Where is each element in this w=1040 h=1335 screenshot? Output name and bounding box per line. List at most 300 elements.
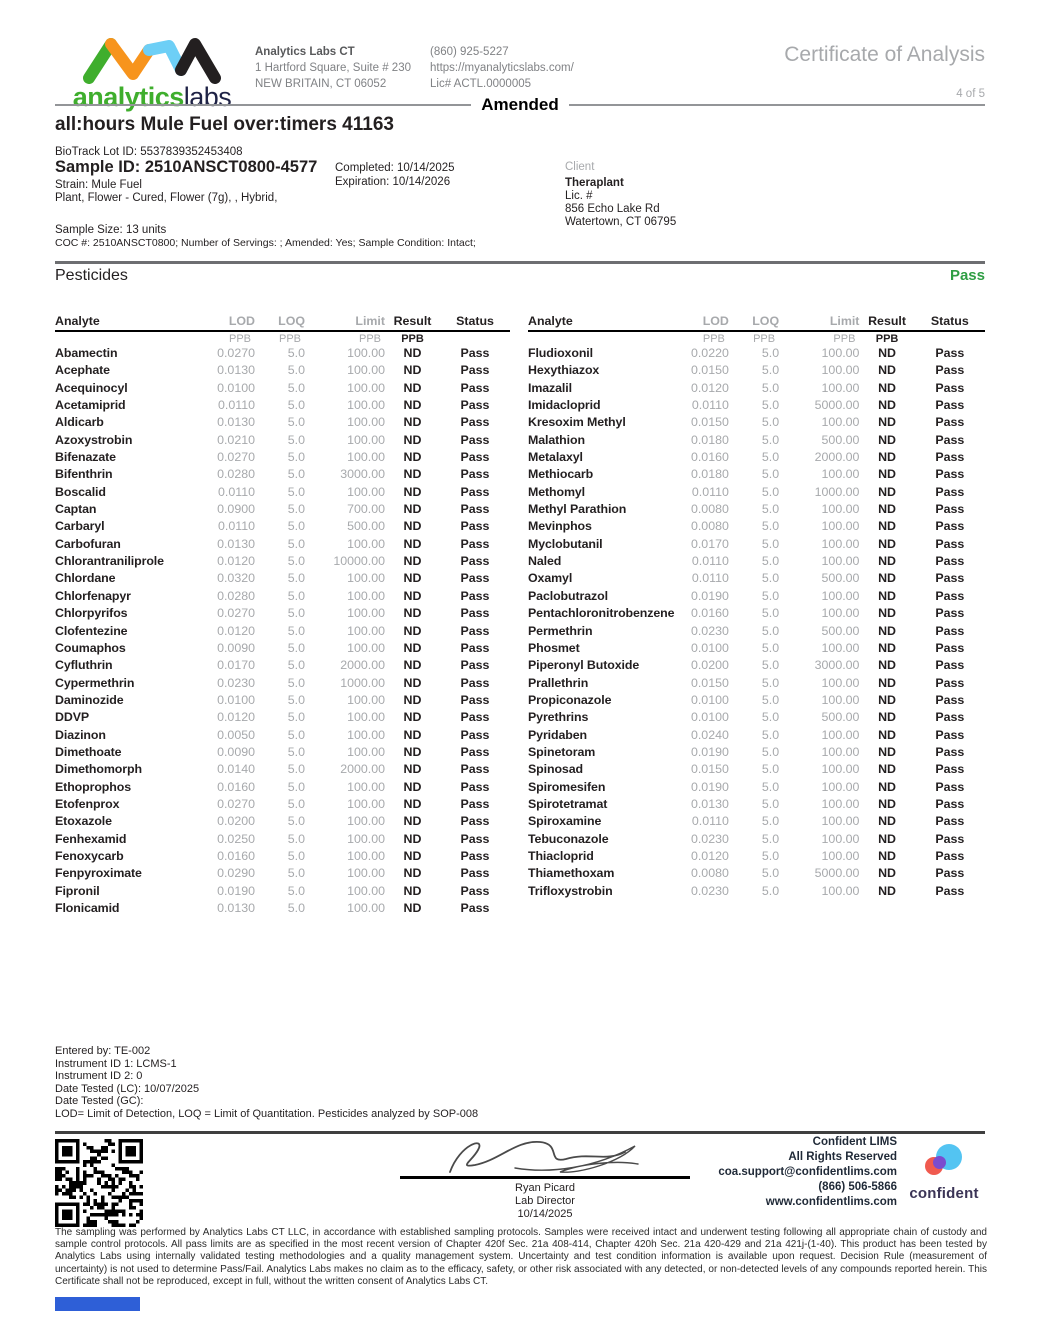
status-cell: Pass [935,744,965,759]
limit-cell: 100.00 [821,779,860,794]
loq-cell: 5.0 [761,623,780,638]
status-cell: Pass [935,380,965,395]
analyte-cell: Phosmet [528,640,580,655]
limit-cell: 100.00 [347,398,385,413]
client-label: Client [565,161,595,173]
lod-cell: 0.0100 [217,380,255,395]
result-cell: ND [403,380,422,395]
result-cell: ND [403,415,422,430]
table-row [55,553,510,570]
limit-cell: 100.00 [821,467,860,482]
lod-cell: 0.0130 [217,901,255,915]
lab-name: Analytics Labs CT [255,46,355,58]
loq-cell: 5.0 [287,744,305,759]
result-cell: ND [403,346,422,360]
limit-cell: 100.00 [347,588,385,603]
qr-code [55,1139,143,1227]
limit-cell: 100.00 [347,848,385,863]
table-row [528,484,985,501]
result-cell: ND [878,415,896,430]
limit-cell: 100.00 [347,432,385,447]
lod-cell: 0.0130 [690,796,729,811]
analyte-cell: Malathion [528,432,585,447]
unit-limit: PPB [358,332,381,345]
analyte-cell: Boscalid [55,484,106,499]
loq-cell: 5.0 [287,658,305,673]
status-cell: Pass [460,571,490,586]
lab-url: https://myanalyticslabs.com/ [430,62,574,74]
limit-cell: 100.00 [821,640,860,655]
limit-cell: 100.00 [821,380,860,395]
limit-cell: 100.00 [821,415,860,430]
analyte-cell: Chlorpyrifos [55,606,128,621]
analyte-cell: Propiconazole [528,692,612,707]
loq-cell: 5.0 [287,432,305,447]
result-cell: ND [403,623,422,638]
result-cell: ND [403,467,422,482]
lod-cell: 0.0190 [690,744,729,759]
analyte-cell: Carbofuran [55,536,121,551]
limit-cell: 100.00 [821,675,860,690]
result-cell: ND [403,640,422,655]
result-cell: ND [878,588,896,603]
table-row [528,744,985,761]
table-row [55,623,510,640]
status-cell: Pass [460,623,490,638]
status-cell: Pass [460,519,490,534]
result-cell: ND [878,796,896,811]
table-row [55,657,510,674]
loq-cell: 5.0 [761,588,780,603]
loq-cell: 5.0 [287,588,305,603]
analyte-cell: Tebuconazole [528,831,609,846]
limit-cell: 100.00 [821,363,860,378]
status-cell: Pass [935,658,965,673]
status-cell: Pass [935,432,965,447]
col-header-loq: LOQ [255,311,305,331]
table-row [55,449,510,466]
table-row [55,570,510,587]
loq-cell: 5.0 [761,866,780,881]
table-row [528,692,985,709]
lod-cell: 0.0110 [691,571,729,586]
status-cell: Pass [935,692,965,707]
lod-cell: 0.0080 [690,502,729,517]
lod-cell: 0.0200 [690,658,729,673]
client-block [565,161,676,229]
lod-cell: 0.0120 [217,710,255,725]
limit-cell: 3000.00 [814,658,860,673]
status-cell: Pass [460,363,490,378]
table-row [55,345,510,362]
lod-cell: 0.0150 [690,415,729,430]
lims-rights: All Rights Reserved [788,1151,897,1163]
limit-cell: 100.00 [821,346,860,360]
col-header-status: Status [915,311,985,331]
status-cell: Pass [935,848,965,863]
lab-address-line2: NEW BRITAIN, CT 06052 [255,78,387,90]
lims-name: Confident LIMS [812,1136,897,1148]
analyte-cell: Cypermethrin [55,675,135,690]
limit-cell: 100.00 [347,727,385,742]
status-cell: Pass [460,762,490,777]
table-row [528,432,985,449]
status-cell: Pass [935,346,965,360]
result-cell: ND [403,814,422,829]
lod-cell: 0.0080 [690,519,729,534]
status-cell: Pass [460,883,490,898]
status-cell: Pass [935,762,965,777]
unit-lod: PPB [228,332,251,345]
analyte-cell: Bifenazate [55,450,116,465]
lod-cell: 0.0080 [690,866,729,881]
result-cell: ND [403,484,422,499]
limit-cell: 100.00 [347,883,385,898]
loq-cell: 5.0 [761,432,780,447]
coc-line: COC #: 2510ANSCT0800; Number of Servings: ; Amended: Yes; Sample Condition: Intact; [55,237,476,249]
result-cell: ND [878,484,896,499]
loq-cell: 5.0 [761,363,780,378]
result-cell: ND [403,796,422,811]
analyte-cell: Spirotetramat [528,796,608,811]
result-cell: ND [403,502,422,517]
limit-cell: 100.00 [821,831,860,846]
status-cell: Pass [460,346,490,360]
status-cell: Pass [460,484,490,499]
lab-license: Lic# ACTL.0000005 [430,78,532,90]
result-cell: ND [878,866,896,881]
result-cell: ND [403,831,422,846]
loq-cell: 5.0 [761,606,780,621]
lod-cell: 0.0320 [217,571,255,586]
table-row [55,380,510,397]
date-tested-lc: Date Tested (LC): 10/07/2025 [55,1082,200,1095]
lod-cell: 0.0170 [217,658,255,673]
loq-cell: 5.0 [761,536,780,551]
analyte-cell: Etoxazole [55,814,112,829]
loq-cell: 5.0 [287,467,305,482]
confident-wordmark: confident [909,1185,979,1202]
limit-cell: 100.00 [347,380,385,395]
result-cell: ND [878,623,896,638]
status-cell: Pass [460,710,490,725]
loq-cell: 5.0 [761,450,780,465]
loq-cell: 5.0 [761,467,780,482]
result-cell: ND [878,640,896,655]
analyte-cell: Chlorfenapyr [55,588,131,603]
result-cell: ND [403,901,422,915]
analyte-cell: Diazinon [55,727,106,742]
lod-cell: 0.0270 [217,606,255,621]
amended-label: Amended [471,95,568,114]
analyte-cell: Thiacloprid [528,848,594,863]
lod-cell: 0.0180 [690,467,729,482]
col-header-analyte: Analyte [528,311,679,331]
table-row [528,570,985,587]
limit-cell: 100.00 [821,727,860,742]
result-cell: ND [403,675,422,690]
table-row [528,779,985,796]
limit-cell: 500.00 [821,710,860,725]
analyte-cell: Chlorantraniliprole [55,554,164,569]
limit-cell: 100.00 [347,796,385,811]
lims-email: coa.support@confidentlims.com [718,1166,897,1178]
col-header-loq: LOQ [729,311,779,331]
loq-cell: 5.0 [761,762,780,777]
result-cell: ND [878,744,896,759]
lod-cell: 0.0100 [690,640,729,655]
col-header-lod: LOD [679,311,729,331]
status-cell: Pass [935,467,965,482]
table-row [528,501,985,518]
loq-cell: 5.0 [287,675,305,690]
result-cell: ND [403,744,422,759]
loq-cell: 5.0 [761,554,780,569]
table-row [528,397,985,414]
amended-label-wrap [0,95,1040,115]
lod-cell: 0.0150 [690,762,729,777]
analyte-cell: Chlordane [55,571,116,586]
status-cell: Pass [935,883,965,898]
loq-cell: 5.0 [287,415,305,430]
result-cell: ND [878,380,896,395]
analyte-cell: Methomyl [528,484,586,499]
lod-cell: 0.0130 [217,415,255,430]
table-row [55,466,510,483]
col-header-result: Result [859,311,914,331]
status-cell: Pass [460,675,490,690]
analyte-cell: Abamectin [55,346,118,360]
loq-cell: 5.0 [761,380,780,395]
limit-cell: 5000.00 [814,398,860,413]
client-address2: Watertown, CT 06795 [565,216,677,228]
analyte-cell: Fenpyroximate [55,866,142,881]
status-cell: Pass [460,432,490,447]
result-cell: ND [403,866,422,881]
status-cell: Pass [935,623,965,638]
status-cell: Pass [460,606,490,621]
analyte-cell: Flonicamid [55,901,120,915]
table-row [55,865,510,882]
loq-cell: 5.0 [761,571,780,586]
limit-cell: 1000.00 [814,484,860,499]
limit-cell: 2000.00 [340,762,385,777]
table-row [55,362,510,379]
lod-cell: 0.0180 [690,432,729,447]
limit-cell: 100.00 [347,536,385,551]
table-row [55,761,510,778]
limit-cell: 100.00 [347,623,385,638]
limit-cell: 2000.00 [340,658,385,673]
section-title: Pesticides [55,267,128,284]
limit-cell: 10000.00 [333,554,385,569]
limit-cell: 100.00 [347,363,385,378]
table-row [528,518,985,535]
status-cell: Pass [935,796,965,811]
status-cell: Pass [460,536,490,551]
analyte-cell: Daminozide [55,692,124,707]
result-cell: ND [878,398,896,413]
lod-cell: 0.0100 [690,692,729,707]
analyte-cell: Paclobutrazol [528,588,608,603]
lod-cell: 0.0160 [690,606,729,621]
limit-cell: 100.00 [821,588,860,603]
loq-cell: 5.0 [287,536,305,551]
loq-cell: 5.0 [287,710,305,725]
unit-limit: PPB [833,332,856,345]
analyte-cell: Methiocarb [528,467,594,482]
table-row [55,414,510,431]
limit-cell: 100.00 [347,606,385,621]
status-cell: Pass [460,658,490,673]
result-cell: ND [878,363,896,378]
lod-cell: 0.0110 [218,519,255,534]
analyte-cell: Imidacloprid [528,398,601,413]
status-cell: Pass [460,640,490,655]
analyte-cell: DDVP [55,710,90,725]
lod-cell: 0.0110 [691,554,729,569]
unit-result: PPB [401,332,424,345]
result-cell: ND [878,848,896,863]
table-row [528,623,985,640]
table-row [55,675,510,692]
signature-line [400,1176,690,1179]
table-row [55,432,510,449]
table-row [528,657,985,674]
lod-cell: 0.0280 [217,467,255,482]
table-row [55,813,510,830]
lod-cell: 0.0270 [217,796,255,811]
analyte-cell: Piperonyl Butoxide [528,658,640,673]
analyte-cell: Acetamiprid [55,398,126,413]
lod-cell: 0.0230 [690,623,729,638]
loq-cell: 5.0 [287,901,305,915]
table-row [55,484,510,501]
loq-cell: 5.0 [761,658,780,673]
analyte-cell: Myclobutanil [528,536,603,551]
analyte-cell: Fludioxonil [528,346,593,360]
status-cell: Pass [935,814,965,829]
lod-cell: 0.0200 [217,814,255,829]
loq-cell: 5.0 [761,346,780,360]
status-cell: Pass [935,450,965,465]
table-row [528,848,985,865]
result-cell: ND [878,814,896,829]
limit-cell: 500.00 [821,571,860,586]
status-cell: Pass [460,901,490,915]
lod-cell: 0.0190 [217,883,255,898]
lab-address-block [255,44,411,92]
lod-cell: 0.0110 [218,398,255,413]
lod-loq-note: LOD= Limit of Detection, LOQ = Limit of Quantitation. Pesticides analyzed by SOP-008 [55,1107,479,1120]
table-row [528,536,985,553]
status-cell: Pass [935,831,965,846]
result-cell: ND [403,606,422,621]
lod-cell: 0.0270 [217,346,255,360]
result-cell: ND [403,571,422,586]
loq-cell: 5.0 [287,814,305,829]
status-cell: Pass [460,554,490,569]
client-name: Theraplant [565,177,624,189]
pesticides-table-right [528,311,985,900]
table-row [55,796,510,813]
limit-cell: 100.00 [347,571,385,586]
instrument-id-2: Instrument ID 2: 0 [55,1070,143,1083]
logo-word-labs: labs [183,82,232,112]
signature-icon [420,1134,670,1180]
lod-cell: 0.0110 [691,484,729,499]
status-cell: Pass [460,588,490,603]
loq-cell: 5.0 [287,363,305,378]
table-row [55,501,510,518]
lod-cell: 0.0210 [217,432,255,447]
result-cell: ND [878,658,896,673]
loq-cell: 5.0 [287,848,305,863]
unit-lod: PPB [702,332,725,345]
lod-cell: 0.0130 [217,536,255,551]
loq-cell: 5.0 [761,675,780,690]
table-header-row [55,311,510,331]
result-cell: ND [403,536,422,551]
result-cell: ND [403,588,422,603]
lod-cell: 0.0130 [217,363,255,378]
limit-cell: 100.00 [347,814,385,829]
analyte-cell: Spiromesifen [528,779,606,794]
result-cell: ND [403,727,422,742]
limit-cell: 100.00 [347,415,385,430]
limit-cell: 100.00 [347,710,385,725]
analyte-cell: Acephate [55,363,110,378]
table-header-row [528,311,985,331]
limit-cell: 100.00 [347,450,385,465]
table-units-row [55,331,510,345]
loq-cell: 5.0 [761,848,780,863]
limit-cell: 500.00 [821,623,860,638]
table-row [55,848,510,865]
status-cell: Pass [460,450,490,465]
date-tested-gc: Date Tested (GC): [55,1095,144,1108]
lod-cell: 0.0190 [690,588,729,603]
limit-cell: 700.00 [347,502,385,517]
loq-cell: 5.0 [761,814,780,829]
limit-cell: 100.00 [821,519,860,534]
loq-cell: 5.0 [287,554,305,569]
limit-cell: 100.00 [821,848,860,863]
table-row [55,744,510,761]
col-header-result: Result [385,311,440,331]
status-cell: Pass [460,831,490,846]
status-cell: Pass [935,866,965,881]
analyte-cell: Dimethomorph [55,762,142,777]
lod-cell: 0.0150 [690,363,729,378]
status-cell: Pass [460,502,490,517]
analyte-cell: Spinosad [528,762,583,777]
lod-cell: 0.0900 [217,502,255,517]
lims-url: www.confidentlims.com [765,1196,897,1208]
status-cell: Pass [935,779,965,794]
limit-cell: 5000.00 [814,866,860,881]
loq-cell: 5.0 [287,796,305,811]
limit-cell: 100.00 [821,796,860,811]
result-cell: ND [878,710,896,725]
entered-by: Entered by: TE-002 [55,1045,151,1057]
loq-cell: 5.0 [287,623,305,638]
loq-cell: 5.0 [287,571,305,586]
result-cell: ND [878,467,896,482]
limit-cell: 100.00 [347,901,385,915]
loq-cell: 5.0 [761,692,780,707]
table-row [528,883,985,900]
